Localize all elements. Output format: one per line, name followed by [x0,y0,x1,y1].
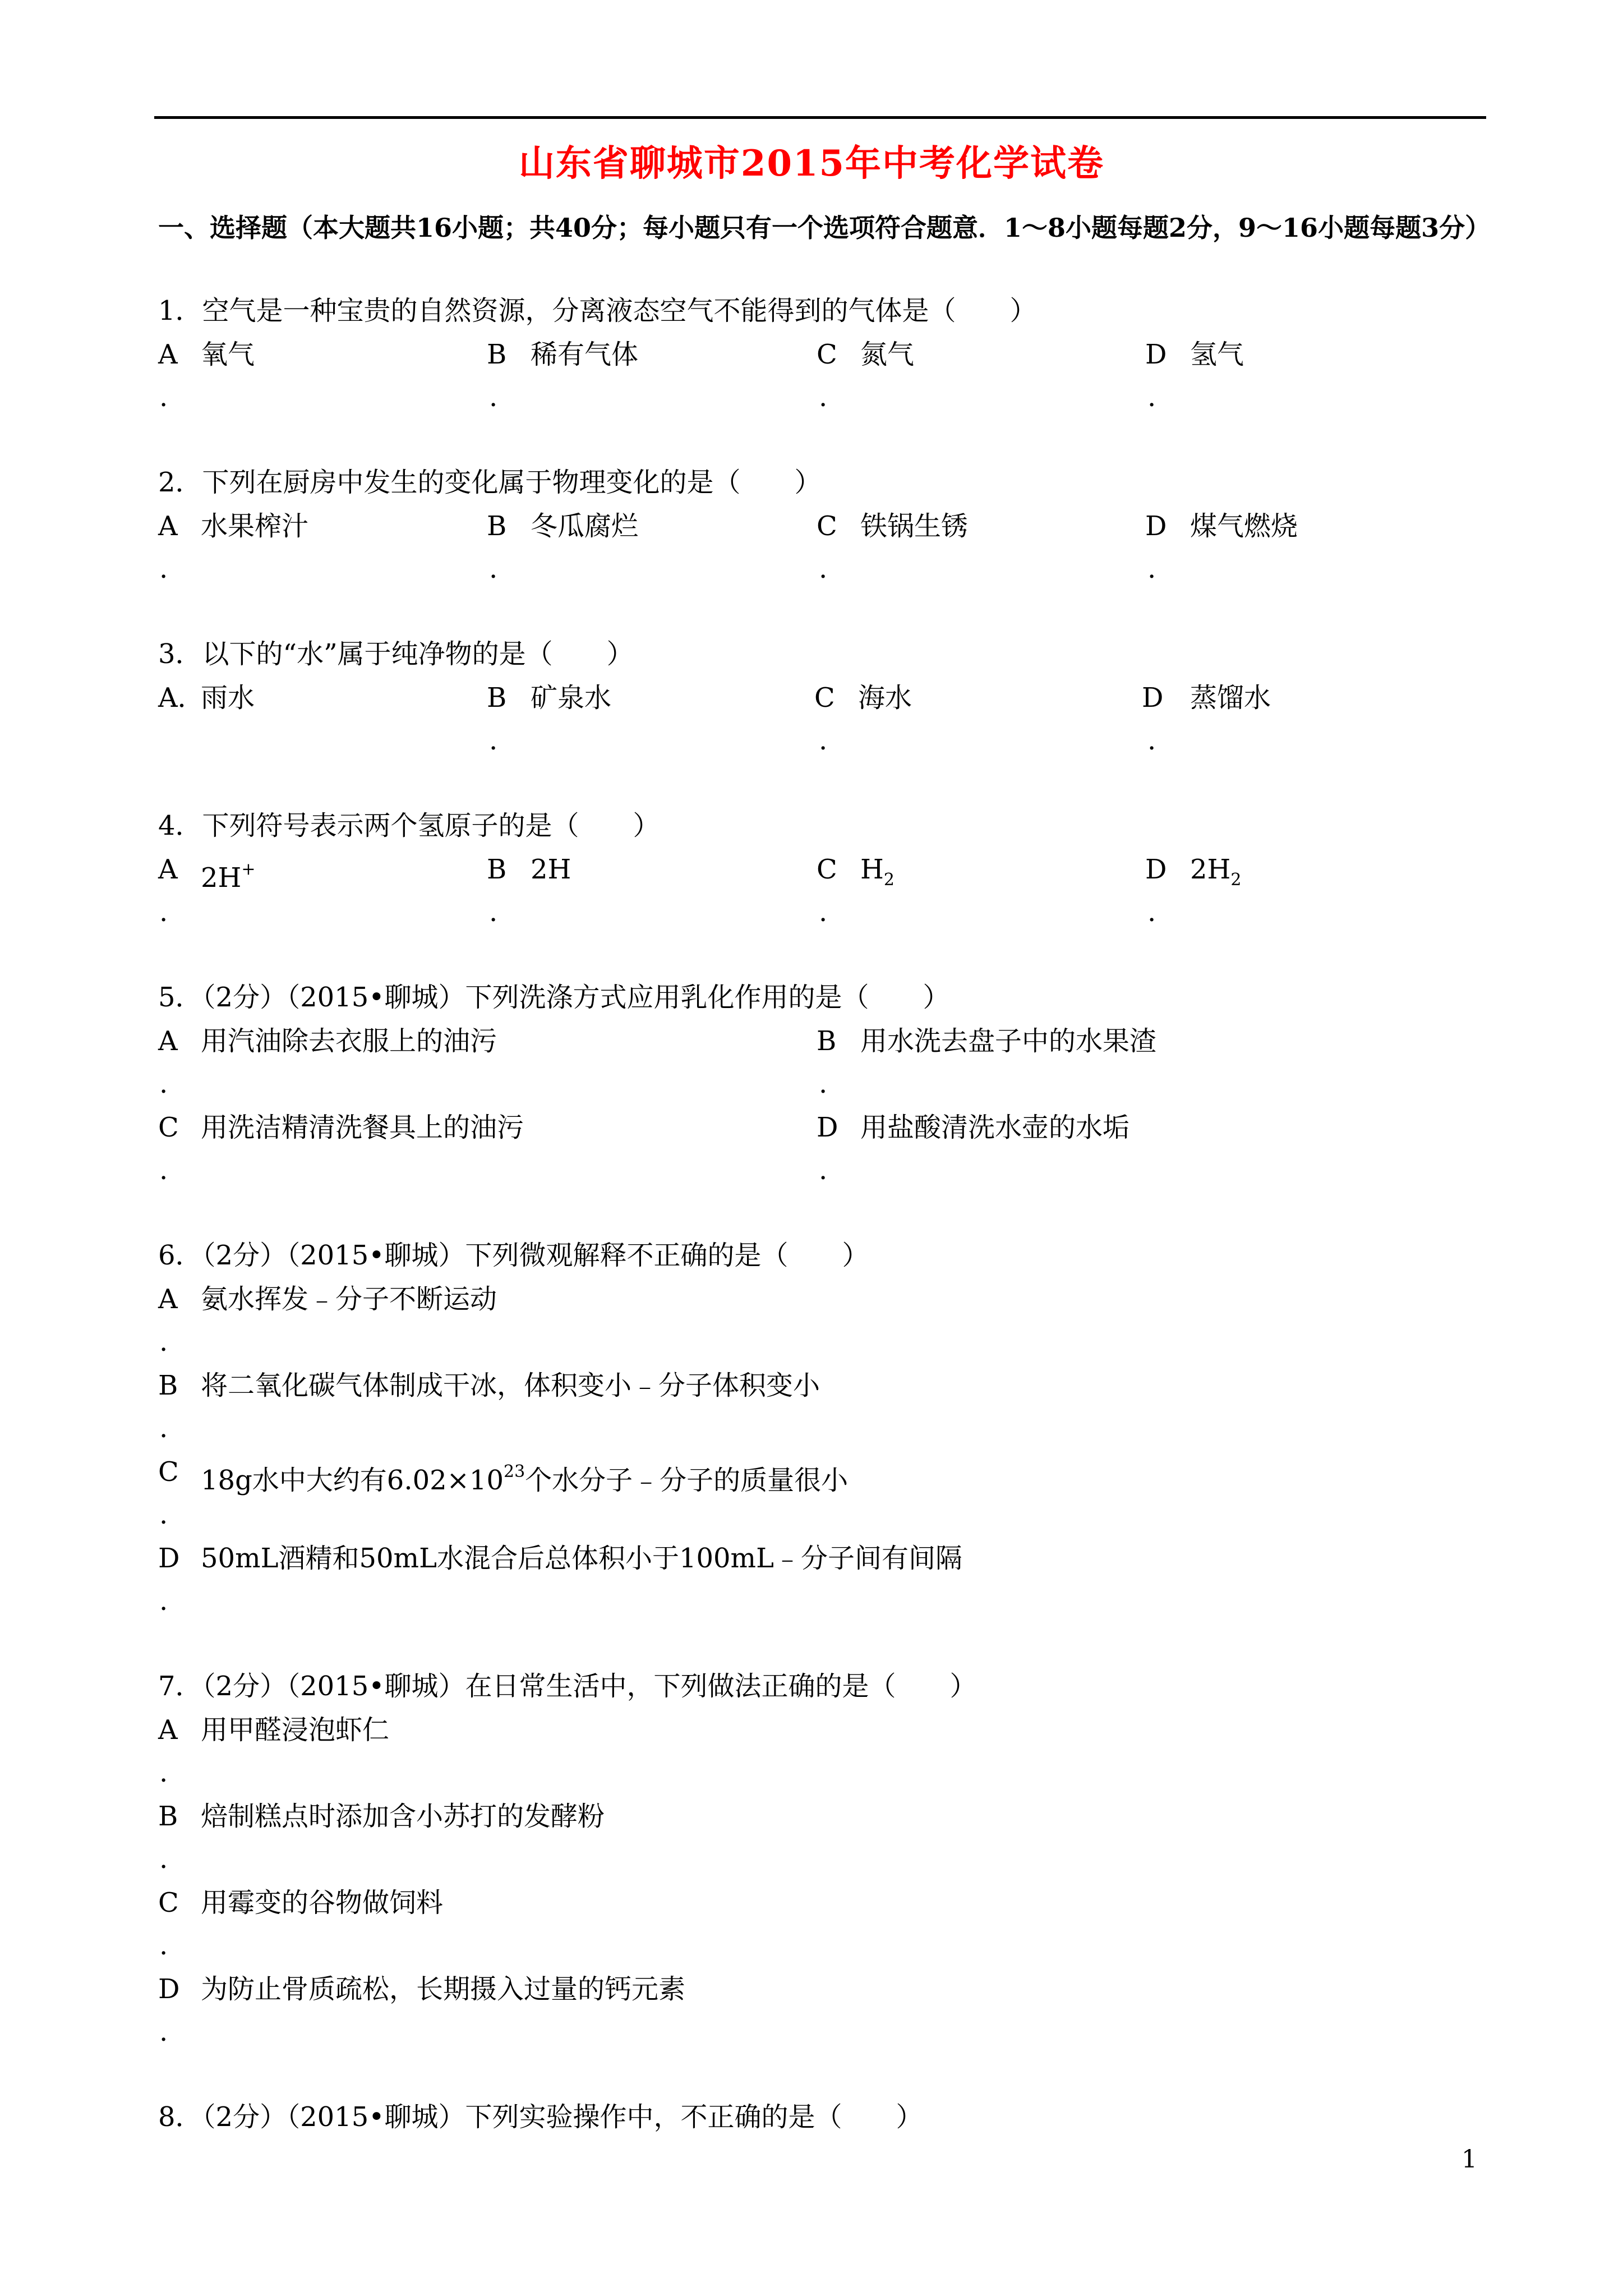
option-text: 18g水中大约有$6.02\times 10^{23}$个水分子﹣分子的质量很小 [201,1462,849,1496]
option-text: 用汽油除去衣服上的油污 [201,1025,497,1057]
option-dot: . [159,1757,168,1788]
option-letter: A． [158,682,205,714]
option-letter: D [1145,339,1167,370]
option-dot: . [1147,725,1156,756]
option-dot: . [159,1068,168,1099]
option-letter: C [814,682,835,714]
subscript: 2 [1230,870,1242,890]
option-dot: . [159,381,168,413]
option-letter: C [158,1456,179,1488]
option-letter: B [158,1370,178,1401]
option-dot: . [159,1930,168,1961]
option-dot: . [819,381,828,413]
option-dot: . [159,896,168,928]
option-text: 雨水 [201,682,255,714]
option-text: 氨水挥发﹣分子不断运动 [201,1283,497,1315]
option-letter: D [1145,854,1167,885]
option-letter: A [158,854,178,885]
option-text: 焙制糕点时添加含小苏打的发酵粉 [201,1801,605,1832]
option-text: 50mL酒精和50mL水混合后总体积小于100mL﹣分子间有间隔 [201,1543,962,1574]
option-dot: . [159,1499,168,1530]
option-dot: . [159,553,168,585]
option-dot: . [819,725,828,756]
superscript: + [241,859,256,879]
option-dot: . [1147,381,1156,413]
option-dot: . [819,896,828,928]
option-dot: . [159,1843,168,1875]
header-rule [154,116,1486,119]
option-text: $H_2$ [860,854,895,890]
option-text: $2H_2$ [1190,854,1242,890]
option-letter: C [158,1112,179,1143]
option-letter: B [487,682,507,714]
option-letter: B [487,854,507,885]
subscript: 2 [883,870,895,890]
option-letter: C [817,339,837,370]
option-letter: D [817,1112,838,1143]
option-dot: . [1147,553,1156,585]
option-dot: . [489,725,498,756]
option-letter: A [158,1283,178,1315]
question-stem: 4．下列符号表示两个氢原子的是（ ） [158,810,660,841]
question-stem: 3．以下的“水”属于纯净物的是（ ） [158,638,634,670]
superscript: 23 [503,1462,525,1481]
option-text: 2H+ [201,859,256,894]
option-text: 煤气燃烧 [1190,510,1298,542]
option-letter: D [158,1543,180,1574]
option-letter: D [1145,510,1167,542]
option-text: 海水 [858,682,912,714]
option-dot: . [819,553,828,585]
option-text: 2H [531,854,571,885]
option-dot: . [489,896,498,928]
option-letter: B [487,339,507,370]
option-text: 氧气 [201,339,255,370]
question-stem: 1．空气是一种宝贵的自然资源，分离液态空气不能得到的气体是（ ） [158,295,1037,326]
option-text: 为防止骨质疏松，长期摄入过量的钙元素 [201,1973,686,2005]
option-text: 用水洗去盘子中的水果渣 [860,1025,1157,1057]
option-letter: D [1142,682,1164,714]
option-letter: B [487,510,507,542]
option-text: 氢气 [1190,339,1244,370]
option-letter: C [158,1887,179,1918]
question-stem: 5．（2分）（2015•聊城）下列洗涤方式应用乳化作用的是（ ） [158,982,950,1013]
option-text: 冬瓜腐烂 [531,510,639,542]
option-dot: . [819,1068,828,1099]
option-text: 矿泉水 [531,682,612,714]
option-text: 用霉变的谷物做饲料 [201,1887,444,1918]
option-letter: A [158,510,178,542]
option-letter: C [817,510,837,542]
option-letter: B [158,1801,178,1832]
option-dot: . [159,1154,168,1186]
option-letter: C [817,854,837,885]
option-text: 用盐酸清洗水壶的水垢 [860,1112,1130,1143]
option-dot: . [159,1585,168,1617]
option-letter: A [158,339,178,370]
option-dot: . [489,381,498,413]
option-dot: . [159,1412,168,1444]
page-number: 1 [1461,2145,1477,2174]
option-dot: . [819,1154,828,1186]
question-stem: 6．（2分）（2015•聊城）下列微观解释不正确的是（ ） [158,1240,869,1271]
option-text: 将二氧化碳气体制成干冰，体积变小﹣分子体积变小 [201,1370,820,1401]
section-heading: 一、选择题（本大题共16小题；共40分；每小题只有一个选项符合题意．1～8小题每题2分，9～16小题每题3分） [158,213,1491,243]
page-title: 山东省聊城市2015年中考化学试卷 [518,142,1105,185]
option-dot: . [1147,896,1156,928]
option-text: 用甲醛浸泡虾仁 [201,1714,390,1746]
option-letter: B [817,1025,837,1057]
option-text: 蒸馏水 [1190,682,1271,714]
option-dot: . [159,1326,168,1358]
question-stem: 8．（2分）（2015•聊城）下列实验操作中，不正确的是（ ） [158,2101,923,2133]
option-letter: D [158,1973,180,2005]
option-dot: . [159,2016,168,2047]
question-stem: 2．下列在厨房中发生的变化属于物理变化的是（ ） [158,467,822,498]
option-text: 用洗洁精清洗餐具上的油污 [201,1112,524,1143]
question-stem: 7．（2分）（2015•聊城）在日常生活中，下列做法正确的是（ ） [158,1671,977,1702]
option-text: 氮气 [860,339,915,370]
option-dot: . [489,553,498,585]
option-text: 稀有气体 [531,339,639,370]
option-letter: A [158,1714,178,1746]
option-letter: A [158,1025,178,1057]
option-text: 水果榨汁 [201,510,309,542]
option-text: 铁锅生锈 [860,510,969,542]
